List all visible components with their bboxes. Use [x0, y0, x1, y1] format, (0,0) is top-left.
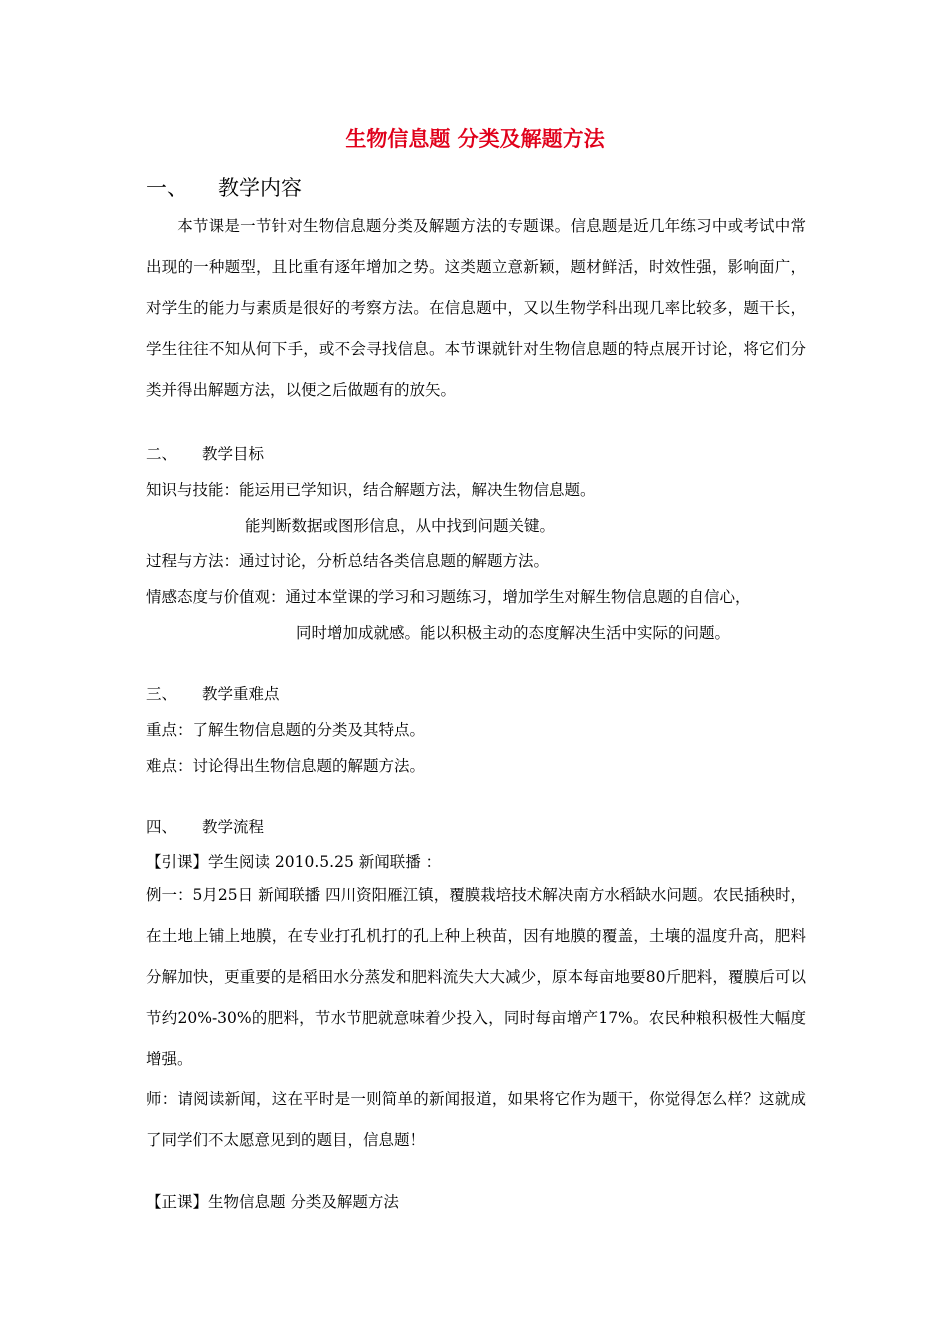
teacher-paragraph: 师：请阅读新闻，这在平时是一则简单的新闻报道，如果将它作为题干，你觉得怎么样？这就成了同学们不太愿意见到的题目，信息题！	[146, 1090, 806, 1149]
section-heading-content	[146, 172, 302, 202]
section-heading-flow	[146, 815, 264, 837]
section-title: 教学流程	[202, 818, 265, 836]
content-paragraph: 本节课是一节针对生物信息题分类及解题方法的专题课。信息题是近几年练习中或考试中常出现的一种题型，且比重有逐年增加之势。这类题立意新颖，题材鲜活，时效性强，影响面广，对学生的能力与素质是很好的考察方法。在信息题中，又以生物学科出现几率比较多，题干长，学生往往不知从何下手，或不会寻找信息。本节课就针对生物信息题的特点展开讨论，将它们分类并得出解题方法，以便之后做题有的放矢。	[146, 217, 806, 399]
intro-line: 【引课】学生阅读 2010.5.25 新闻联播 ：	[146, 853, 442, 871]
section-number: 二、	[146, 445, 178, 463]
section-number: 四、	[146, 818, 178, 836]
goal-attitude-line-1: 情感态度与价值观：通过本堂课的学习和习题练习，增加学生对解生物信息题的自信心，	[146, 588, 751, 606]
goal-attitude-line-2: 同时增加成就感。能以积极主动的态度解决生活中实际的问题。	[296, 624, 731, 642]
document-title: 生物信息题 分类及解题方法	[345, 126, 605, 151]
example-paragraph: 例一：5月25日 新闻联播 四川资阳雁江镇，覆膜栽培技术解决南方水稻缺水问题。农民插秧时，在土地上铺上地膜，在专业打孔机打的孔上种上秧苗，因有地膜的覆盖，土壤的温度升高，肥料分解加快，更重要的是稻田水分蒸发和肥料流失大大减少，原本每亩地要80斤肥料，覆膜后可以节约20%-30%的肥料，节水节肥就意味着少投入，同时每亩增产17%。农民种粮积极性大幅度增强。	[146, 886, 806, 1068]
section-title: 教学目标	[202, 445, 265, 463]
section-title: 教学重难点	[202, 685, 280, 703]
section-number: 三、	[146, 685, 178, 703]
goal-knowledge-line-1: 知识与技能：能运用已学知识，结合解题方法，解决生物信息题。	[146, 481, 596, 499]
key-point-line: 重点：了解生物信息题的分类及其特点。	[146, 721, 426, 739]
goal-knowledge-line-2: 能判断数据或图形信息，从中找到问题关键。	[245, 517, 556, 535]
section-title: 教学内容	[218, 176, 302, 200]
goal-process-line: 过程与方法：通过讨论，分析总结各类信息题的解题方法。	[146, 552, 550, 570]
section-number: 一、	[146, 176, 188, 200]
section-heading-focus	[146, 682, 280, 704]
main-lesson-line: 【正课】生物信息题 分类及解题方法	[146, 1193, 399, 1211]
difficulty-line: 难点：讨论得出生物信息题的解题方法。	[146, 757, 426, 775]
section-heading-goals	[146, 442, 264, 464]
